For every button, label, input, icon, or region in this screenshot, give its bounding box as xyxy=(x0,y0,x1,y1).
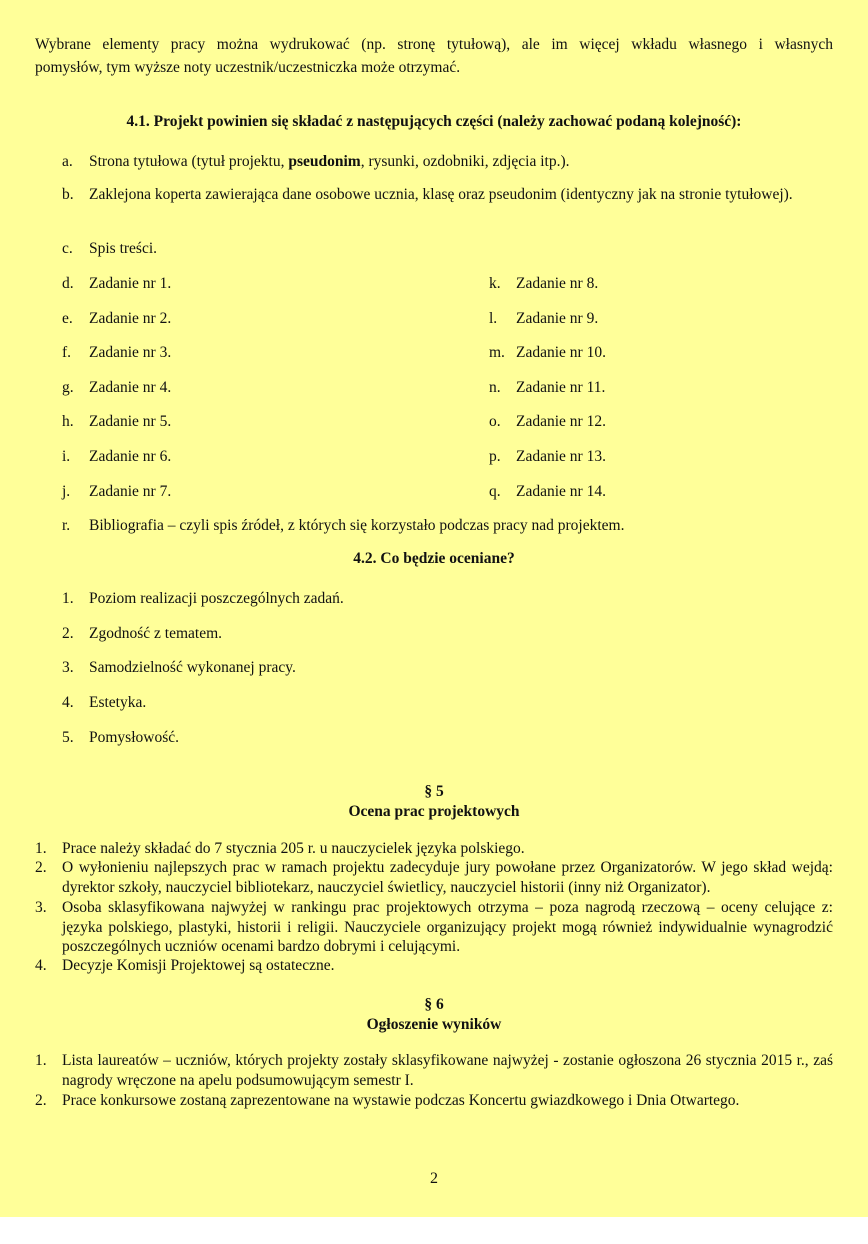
list-text: Zadanie nr 5. xyxy=(89,413,172,431)
page-number: 2 xyxy=(430,1170,438,1187)
list-text: Prace należy składać do 7 stycznia 205 r. u nauczycielek języka polskiego. xyxy=(62,840,525,857)
list-marker: r. xyxy=(62,517,71,534)
list-text: Zadanie nr 11. xyxy=(516,378,606,396)
list-text: Zadanie nr 1. xyxy=(89,275,172,292)
list-marker: 2. xyxy=(35,859,47,876)
list-marker: h. xyxy=(62,413,74,431)
intro-line-2: pomysłów, tym wyższe noty uczestnik/uczestniczka może otrzymać. xyxy=(35,59,461,76)
list-marker: o. xyxy=(489,413,501,431)
list-marker: p. xyxy=(489,448,501,465)
intro-paragraph xyxy=(35,33,833,79)
list-text: Lista laureatów – uczniów, których projekty zostały sklasyfikowane najwyżej - zostanie ogłoszona 26 stycznia 2015 r., zaś nagrody wręczone na apelu podsumowującym semestr I. xyxy=(62,1052,833,1089)
list-marker: l. xyxy=(489,309,498,327)
list-text: Zadanie nr 3. xyxy=(89,344,172,362)
list-text: Zgodność z tematem. xyxy=(89,624,222,642)
section-4-1-number: 4.1. xyxy=(126,113,150,130)
section-4-2-heading xyxy=(0,550,868,568)
list-marker: 4. xyxy=(35,957,47,974)
list-marker: 2. xyxy=(35,1092,47,1109)
list-marker: e. xyxy=(62,309,73,327)
list-marker: j. xyxy=(62,482,71,500)
list-text: Pomysłowość. xyxy=(89,728,179,746)
list-text: Bibliografia – czyli spis źródeł, z których się korzystało podczas pracy nad projektem. xyxy=(89,517,625,534)
list-text: O wyłonieniu najlepszych prac w ramach projektu zadecyduje jury powołane przez Organizatorów. W jego skład wejdą: dyrektor szkoły, nauczyciel bibliotekarz, nauczyciel świetlicy, nauczyciel historii (inny niż Organizator). xyxy=(62,859,833,896)
list-marker: 1. xyxy=(35,1052,47,1069)
list-text: Zadanie nr 7. xyxy=(89,482,172,500)
list-marker: k. xyxy=(489,275,501,292)
list-marker: f. xyxy=(62,344,72,362)
list-marker: i. xyxy=(62,448,71,465)
list-text xyxy=(89,151,569,173)
list-text: Zadanie nr 4. xyxy=(89,378,172,396)
list-text: Samodzielność wykonanej pracy. xyxy=(89,659,296,677)
list-text: Zadanie nr 2. xyxy=(89,309,172,327)
list-text-bold: pseudonim xyxy=(288,153,361,170)
list-text: Decyzje Komisji Projektowej są ostateczne. xyxy=(62,957,335,974)
list-marker: c. xyxy=(62,240,73,257)
list-text: Zadanie nr 8. xyxy=(516,275,599,292)
section-4-2-number: 4.2. xyxy=(353,550,377,567)
paragraph-5-symbol: § 5 xyxy=(424,783,444,800)
list-text: Zaklejona koperta zawierająca dane osobowe ucznia, klasę oraz pseudonim (identyczny jak na stronie tytułowej). xyxy=(89,186,793,203)
paragraph-5-title: Ocena prac projektowych xyxy=(348,803,520,820)
list-marker: b. xyxy=(62,186,74,203)
list-text: Zadanie nr 6. xyxy=(89,448,172,465)
list-marker: n. xyxy=(489,378,501,396)
list-marker: 1. xyxy=(62,590,74,607)
list-text: Zadanie nr 12. xyxy=(516,413,606,431)
paragraph-6-symbol: § 6 xyxy=(424,996,444,1013)
list-marker: 5. xyxy=(62,728,74,746)
paragraph-6-title: Ogłoszenie wyników xyxy=(366,1016,502,1033)
list-text: Estetyka. xyxy=(89,694,147,712)
list-text: Zadanie nr 13. xyxy=(516,448,606,465)
paragraph-5-heading xyxy=(0,782,868,822)
list-text: Prace konkursowe zostaną zaprezentowane na wystawie podczas Koncertu gwiazdkowego i Dnia Otwartego. xyxy=(62,1092,740,1109)
paragraph-6-heading xyxy=(0,995,868,1035)
section-4-2-title: Co będzie oceniane? xyxy=(380,550,515,567)
list-text: Zadanie nr 10. xyxy=(516,344,606,362)
list-text: Poziom realizacji poszczególnych zadań. xyxy=(89,590,344,607)
list-marker: 2. xyxy=(62,624,74,642)
list-text: Spis treści. xyxy=(89,240,158,257)
section-4-1-title: Projekt powinien się składać z następujących części (należy zachować podaną kolejność): xyxy=(153,113,742,130)
list-marker: q. xyxy=(489,482,501,500)
list-marker: g. xyxy=(62,378,74,396)
list-marker: d. xyxy=(62,275,74,292)
list-text: Osoba sklasyfikowana najwyżej w rankingu prac projektowych otrzyma – poza nagrodą rzeczową – oceny celujące z: języka polskiego, plastyki, historii i religii. Nauczyciele organizujący projekt mogą również indywidualnie wynagrodzić poszczególnych uczniów ocenami bardzo dobrymi i celującymi. xyxy=(62,899,833,955)
list-marker: a. xyxy=(62,153,73,170)
list-text: Zadanie nr 9. xyxy=(516,309,599,327)
section-4-1-heading xyxy=(0,113,868,131)
list-marker: 3. xyxy=(62,659,74,677)
list-marker: m. xyxy=(489,344,505,362)
list-marker: 3. xyxy=(35,899,47,916)
list-text: Zadanie nr 14. xyxy=(516,482,606,500)
list-marker: 4. xyxy=(62,694,74,712)
list-text-part: , rysunki, ozdobniki, zdjęcia itp.). xyxy=(360,153,570,170)
list-text-part: Strona tytułowa (tytuł projektu, xyxy=(89,153,289,170)
list-marker: 1. xyxy=(35,840,47,857)
intro-line-1: Wybrane elementy pracy można wydrukować (np. stronę tytułową), ale im więcej wkładu własnego i własnych xyxy=(35,36,833,53)
